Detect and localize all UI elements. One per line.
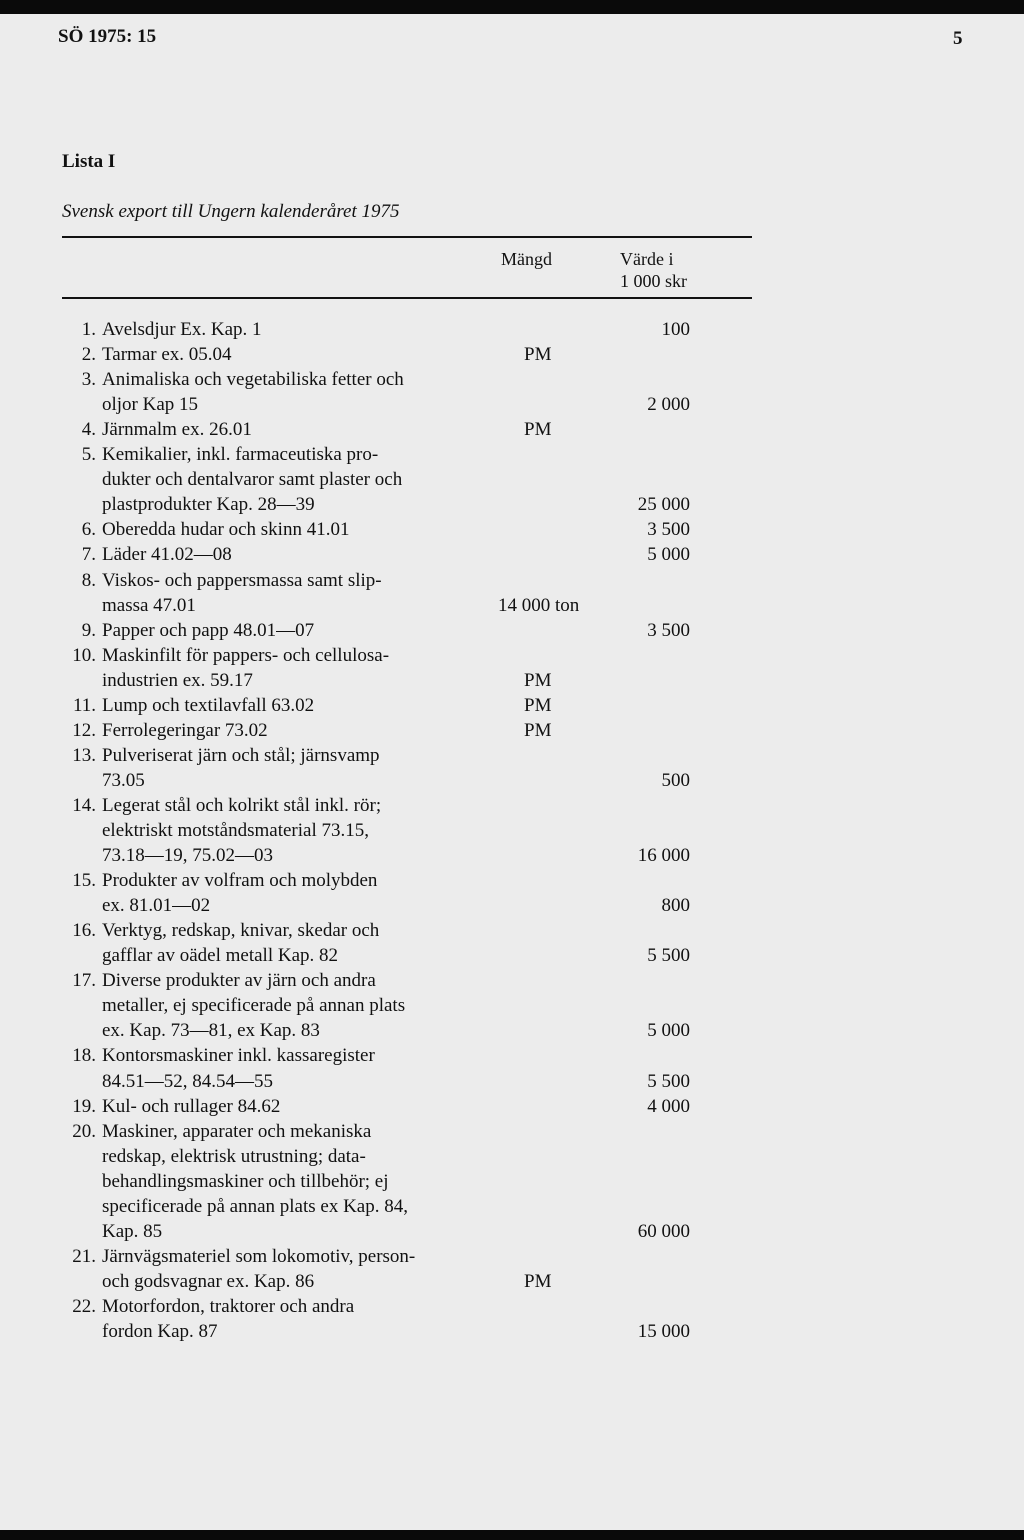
bottom-border-bar	[0, 1530, 1024, 1540]
item-quantity: PM	[524, 669, 552, 691]
item-description: Animaliska och vegetabiliska fetter och	[102, 369, 404, 391]
item-description: 73.05	[102, 769, 145, 791]
item-description: Läder 41.02—08	[102, 544, 232, 566]
page-header-reference: SÖ 1975: 15	[58, 26, 157, 47]
item-description: Verktyg, redskap, knivar, skedar och	[102, 920, 380, 942]
item-quantity: PM	[524, 719, 552, 741]
table-row	[0, 593, 1024, 618]
item-number: 7.	[81, 544, 96, 566]
table-row	[0, 793, 1024, 818]
item-value: 3 500	[647, 619, 690, 641]
item-value: 500	[661, 769, 690, 791]
table-row	[0, 868, 1024, 893]
table-row	[0, 417, 1024, 442]
table-row	[0, 1219, 1024, 1244]
item-quantity: PM	[524, 419, 552, 441]
item-description: och godsvagnar ex. Kap. 86	[102, 1270, 315, 1292]
item-description: ex. Kap. 73—81, ex Kap. 83	[102, 1020, 320, 1042]
column-header-value-line1: Värde i	[620, 249, 674, 269]
item-number: 2.	[81, 344, 96, 366]
table-row	[0, 317, 1024, 342]
table-row	[0, 1319, 1024, 1344]
item-description: Produkter av volfram och molybden	[102, 870, 378, 892]
table-row	[0, 492, 1024, 517]
top-border-bar	[0, 0, 1024, 14]
item-description: Avelsdjur Ex. Kap. 1	[102, 319, 262, 340]
item-value: 5 500	[647, 1070, 690, 1092]
item-quantity: PM	[524, 694, 552, 716]
column-header-value	[620, 248, 687, 292]
item-description: Maskiner, apparater och mekaniska	[102, 1120, 372, 1142]
item-description: Kul- och rullager 84.62	[102, 1095, 281, 1117]
item-value: 3 500	[647, 519, 690, 541]
item-number: 17.	[72, 970, 96, 992]
table-row	[0, 893, 1024, 918]
item-description: gafflar av oädel metall Kap. 82	[102, 945, 338, 967]
item-number: 6.	[81, 519, 96, 541]
table-row	[0, 568, 1024, 593]
table-row	[0, 1094, 1024, 1119]
table-row	[0, 1119, 1024, 1144]
item-description: Motorfordon, traktorer och andra	[102, 1295, 355, 1317]
item-number: 18.	[72, 1045, 96, 1067]
item-value: 100	[661, 319, 690, 340]
table-row	[0, 618, 1024, 643]
table-row	[0, 818, 1024, 843]
table-row	[0, 367, 1024, 392]
table-row	[0, 843, 1024, 868]
item-description: fordon Kap. 87	[102, 1321, 218, 1342]
item-value: 15 000	[637, 1321, 690, 1342]
item-description: ex. 81.01—02	[102, 895, 211, 917]
item-description: Maskinfilt för pappers- och cellulosa-	[102, 644, 390, 666]
table-row	[0, 392, 1024, 417]
table-row	[0, 1294, 1024, 1319]
item-description: Legerat stål och kolrikt stål inkl. rör;	[102, 794, 382, 816]
table-row	[0, 918, 1024, 943]
table-row	[0, 1144, 1024, 1169]
table-top-rule	[62, 236, 752, 238]
item-description: Järnmalm ex. 26.01	[102, 419, 252, 441]
item-number: 22.	[72, 1295, 96, 1317]
item-number: 8.	[81, 569, 96, 591]
table-row	[0, 1069, 1024, 1094]
item-number: 3.	[81, 369, 96, 391]
item-description: metaller, ej specificerade på annan plats	[102, 995, 406, 1017]
column-header-value-line2: 1 000 skr	[620, 271, 687, 291]
table-row	[0, 943, 1024, 968]
item-description: Järnvägsmateriel som lokomotiv, person-	[102, 1245, 416, 1267]
item-number: 15.	[72, 870, 96, 892]
item-value: 2 000	[647, 394, 690, 416]
item-description: Lump och textilavfall 63.02	[102, 694, 315, 716]
table-row	[0, 542, 1024, 567]
item-description: Viskos- och pappersmassa samt slip-	[102, 569, 382, 591]
item-description: Kemikalier, inkl. farmaceutiska pro-	[102, 444, 379, 466]
item-number: 19.	[72, 1095, 96, 1117]
table-subtitle: Svensk export till Ungern kalenderåret 1975	[62, 201, 400, 222]
table-row	[0, 1244, 1024, 1269]
item-quantity: 14 000 ton	[498, 594, 580, 616]
item-description: Ferrolegeringar 73.02	[102, 719, 268, 741]
item-description: redskap, elektrisk utrustning; data-	[102, 1145, 366, 1167]
item-number: 21.	[72, 1245, 96, 1267]
item-quantity: PM	[524, 1270, 552, 1292]
table-row	[0, 467, 1024, 492]
table-row	[0, 743, 1024, 768]
item-value: 25 000	[637, 494, 690, 516]
table-row	[0, 693, 1024, 718]
item-description: Oberedda hudar och skinn 41.01	[102, 519, 350, 541]
table-header-rule	[62, 297, 752, 299]
item-description: elektriskt motståndsmaterial 73.15,	[102, 820, 370, 841]
item-number: 10.	[72, 644, 96, 666]
table-row	[0, 768, 1024, 793]
table-row	[0, 1269, 1024, 1294]
item-description: industrien ex. 59.17	[102, 669, 253, 691]
item-description: specificerade på annan plats ex Kap. 84,	[102, 1195, 408, 1217]
item-description: oljor Kap 15	[102, 394, 199, 416]
item-description: Kontorsmaskiner inkl. kassaregister	[102, 1045, 375, 1067]
item-number: 1.	[81, 319, 96, 340]
item-description: plastprodukter Kap. 28—39	[102, 494, 315, 516]
item-number: 20.	[72, 1120, 96, 1142]
item-description: Pulveriserat järn och stål; järnsvamp	[102, 744, 380, 766]
table-row	[0, 1194, 1024, 1219]
table-row	[0, 517, 1024, 542]
table-row	[0, 1043, 1024, 1068]
table-row	[0, 993, 1024, 1018]
item-number: 4.	[81, 419, 96, 441]
item-value: 16 000	[637, 845, 690, 867]
table-row	[0, 1169, 1024, 1194]
table-row	[0, 442, 1024, 467]
item-value: 5 000	[647, 1020, 690, 1042]
item-description: Diverse produkter av järn och andra	[102, 970, 376, 992]
item-description: 84.51—52, 84.54—55	[102, 1070, 273, 1092]
table-row	[0, 718, 1024, 743]
item-number: 12.	[72, 719, 96, 741]
item-description: Tarmar ex. 05.04	[102, 344, 232, 366]
item-description: 73.18—19, 75.02—03	[102, 845, 273, 867]
item-value: 5 000	[647, 544, 690, 566]
item-number: 14.	[72, 794, 96, 816]
item-number: 13.	[72, 744, 96, 766]
item-description: Kap. 85	[102, 1220, 163, 1242]
page-number: 5	[953, 28, 963, 49]
item-description: massa 47.01	[102, 594, 196, 616]
item-quantity: PM	[524, 344, 552, 366]
item-description: dukter och dentalvaror samt plaster och	[102, 469, 403, 491]
item-number: 9.	[81, 619, 96, 641]
item-number: 5.	[81, 444, 96, 466]
item-value: 4 000	[647, 1095, 690, 1117]
item-number: 11.	[72, 694, 96, 716]
table-row	[0, 342, 1024, 367]
item-number: 16.	[72, 920, 96, 942]
table-row	[0, 643, 1024, 668]
item-value: 60 000	[637, 1220, 690, 1242]
item-value: 5 500	[647, 945, 690, 967]
list-title: Lista I	[62, 151, 116, 172]
item-description: Papper och papp 48.01—07	[102, 619, 315, 641]
item-description: behandlingsmaskiner och tillbehör; ej	[102, 1170, 389, 1192]
table-row	[0, 968, 1024, 993]
table-row	[0, 668, 1024, 693]
table-row	[0, 1018, 1024, 1043]
column-header-quantity: Mängd	[501, 249, 552, 269]
item-value: 800	[661, 895, 690, 917]
